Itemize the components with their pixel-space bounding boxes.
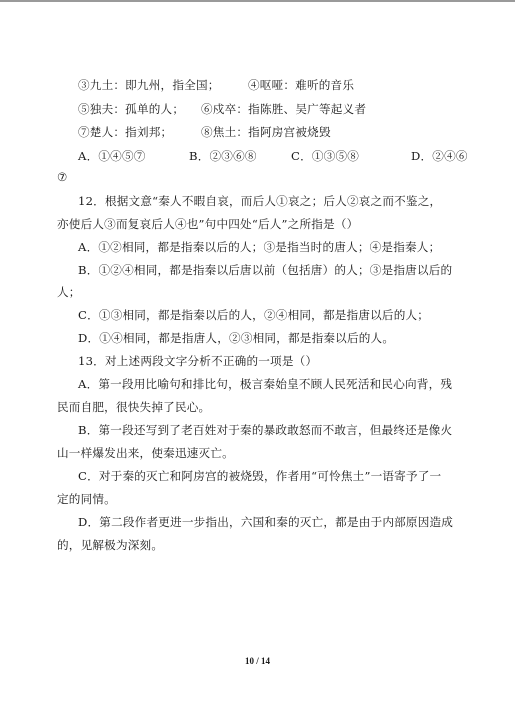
note-3: ③九土：即九州，指全国； xyxy=(78,78,220,92)
q13-option-a-line-1: A．第一段用比喻句和排比句，极言秦始皇不顾人民死活和民心向背，残 xyxy=(78,377,453,391)
note-7: ⑦楚人：指刘邦； xyxy=(78,125,173,139)
q11-option-d-wrap: ⑦ xyxy=(57,170,68,184)
q11-option-d: D．②④⑥ xyxy=(411,149,468,163)
note-4: ④呕哑：难听的音乐 xyxy=(248,78,355,92)
q11-option-a: A．①④⑤⑦ xyxy=(78,149,146,163)
q12-option-c: C．①③相同，都是指秦以后的人，②④相同，都是指唐以后的人； xyxy=(78,308,430,322)
q11-option-c: C．①③⑤⑧ xyxy=(291,149,360,163)
q13-option-a-line-2: 民而自肥，很快失掉了民心。 xyxy=(57,400,211,414)
q13-stem: 13．对上述两段文字分析不正确的一项是（） xyxy=(78,354,318,368)
q13-option-d-line-1: D．第二段作者更进一步指出，六国和秦的灭亡，都是由于内部原因造成 xyxy=(78,515,454,529)
q12-stem-line-2: 亦使后人③而复哀后人④也”句中四处“后人”之所指是（） xyxy=(57,217,359,231)
q13-option-c-line-1: C．对于秦的灭亡和阿房宫的被烧毁，作者用“可怜焦土”一语寄予了一 xyxy=(78,469,442,483)
page-number: 10 / 14 xyxy=(244,656,270,666)
q13-option-b-line-2: 山一样爆发出来，使秦迅速灭亡。 xyxy=(57,446,234,460)
q12-option-a: A．①②相同，都是指秦以后的人；③是指当时的唐人；④是指秦人； xyxy=(78,240,441,254)
q12-option-b-line-2: 人； xyxy=(57,285,81,299)
q13-option-d-line-2: 的，见解极为深刻。 xyxy=(57,538,164,552)
note-8: ⑧焦土：指阿房宫被烧毁 xyxy=(201,125,331,139)
q13-option-c-line-2: 定的同情。 xyxy=(57,492,116,506)
q11-option-b: B．②③⑥⑧ xyxy=(189,149,257,163)
q12-stem-line-1: 12．根据文意“秦人不暇自哀，而后人①哀之；后人②哀之而不鉴之， xyxy=(78,194,442,208)
q12-option-d: D．①④相同，都是指唐人，②③相同，都是指秦以后的人。 xyxy=(78,331,395,345)
note-5: ⑤独夫：孤单的人； xyxy=(78,102,185,116)
q13-option-b-line-1: B．第一段还写到了老百姓对于秦的暴政敢怒而不敢言，但最终还是像火 xyxy=(78,423,453,437)
note-6: ⑥戍卒：指陈胜、吴广等起义者 xyxy=(201,102,367,116)
q12-option-b-line-1: B．①②④相同，都是指秦以后唐以前（包括唐）的人；③是指唐以后的 xyxy=(78,263,453,277)
